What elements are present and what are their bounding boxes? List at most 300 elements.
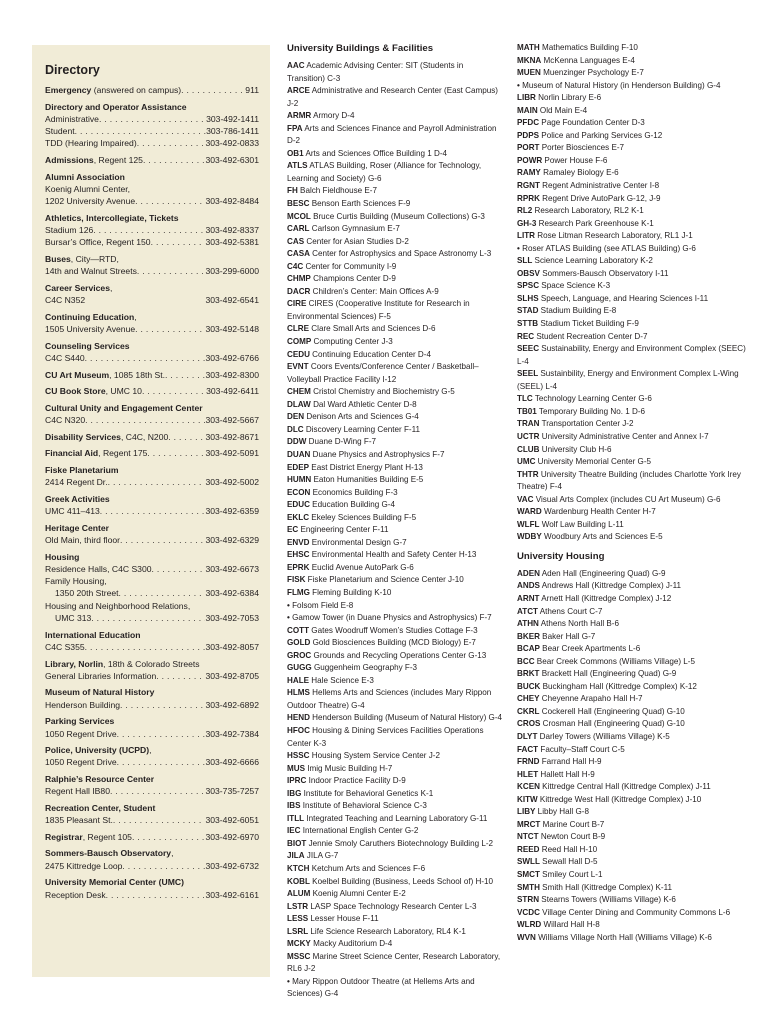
building-code: ATHN — [517, 619, 539, 629]
building-item — [287, 411, 503, 424]
building-code: UCTR — [517, 431, 540, 441]
directory-line — [45, 802, 259, 814]
building-name: Continuing Education Center D-4 — [309, 349, 431, 359]
housing-item — [517, 769, 749, 782]
building-item — [287, 323, 503, 336]
building-name: East District Energy Plant H-13 — [309, 462, 423, 472]
building-code: ATLS — [287, 161, 308, 171]
building-item — [517, 406, 749, 419]
building-code: CARL — [287, 224, 310, 234]
building-item — [517, 393, 749, 406]
housing-list — [517, 568, 749, 944]
building-code: PORT — [517, 143, 540, 153]
building-name: Institute of Behavioral Science C-3 — [300, 801, 427, 811]
directory-line — [45, 889, 259, 901]
directory-label: Registrar, Regent 105 — [45, 831, 132, 842]
building-code: EKLC — [287, 512, 310, 522]
building-name: Life Science Research Laboratory, RL4 K-1 — [308, 926, 466, 936]
building-name: Research Laboratory, RL2 K-1 — [532, 206, 644, 216]
building-name: Carlson Gymnasium E-7 — [309, 224, 400, 234]
building-name: Folsom Field E-8 — [289, 600, 354, 610]
dot-leader — [85, 352, 206, 364]
building-code: HSSC — [287, 751, 310, 761]
housing-item — [517, 731, 749, 744]
building-name: Center for Astrophysics and Space Astronomy L-3 — [309, 249, 492, 259]
building-item — [517, 469, 749, 494]
building-code: WVN — [517, 932, 536, 942]
building-code: KOBL — [287, 876, 310, 886]
building-item — [287, 838, 503, 851]
directory-line — [45, 641, 259, 653]
building-code: CROS — [517, 719, 541, 729]
directory-label: Library, Norlin, 18th & Colorado Streets — [45, 658, 200, 669]
directory-label: Housing and Neighborhood Relations, — [45, 600, 191, 611]
directory-entry — [45, 340, 259, 365]
housing-item — [517, 631, 749, 644]
directory-list — [45, 84, 259, 901]
dot-leader — [168, 431, 205, 443]
directory-label: 1050 Regent Drive — [45, 728, 117, 739]
directory-phone: 303-492-6673 — [205, 563, 259, 574]
directory-entry — [45, 84, 259, 96]
directory-phone: 303-492-6301 — [205, 155, 259, 166]
building-code: BRKT — [517, 669, 540, 679]
directory-label: C4C S355 — [45, 641, 85, 652]
building-item — [517, 368, 749, 393]
building-item — [287, 474, 503, 487]
building-code: IBG — [287, 788, 302, 798]
directory-label: General Libraries Information — [45, 670, 157, 681]
dot-leader — [117, 756, 206, 768]
building-item — [517, 105, 749, 118]
directory-label: C4C N320 — [45, 415, 86, 426]
directory-line — [45, 756, 259, 768]
dot-leader — [137, 137, 206, 149]
building-name: Ekeley Sciences Building F-5 — [309, 512, 417, 522]
building-code: POWR — [517, 155, 543, 165]
building-item — [517, 444, 749, 457]
building-name: Village Center Dining and Community Commons L-6 — [539, 907, 731, 917]
building-code: VAC — [517, 494, 534, 504]
building-item — [287, 888, 503, 901]
building-name: Ramaley Biology E-6 — [540, 168, 619, 178]
directory-line — [45, 860, 259, 872]
building-code: EHSC — [287, 550, 310, 560]
building-code: CLUB — [517, 444, 540, 454]
building-code: THTR — [517, 469, 539, 479]
building-name: CIRES (Cooperative Institute for Research in Environmental Sciences) F-5 — [287, 299, 470, 321]
building-code: HUMN — [287, 475, 312, 485]
building-name: Ketchum Arts and Sciences F-6 — [309, 864, 426, 873]
housing-item — [517, 643, 749, 656]
directory-label: Regent Hall IB80 — [45, 786, 110, 797]
building-name: Center for Asian Studies D-2 — [304, 236, 409, 246]
directory-line — [45, 137, 259, 149]
building-name: Grounds and Recycling Operations Center G-13 — [311, 650, 487, 660]
building-name: JILA G-7 — [304, 851, 339, 861]
building-item — [287, 436, 503, 449]
directory-line — [45, 224, 259, 236]
building-name: Administrative and Research Center (East Campus) J-2 — [287, 86, 498, 108]
building-item — [287, 687, 503, 712]
building-item — [287, 286, 503, 299]
building-code: CLRE — [287, 324, 310, 334]
building-code: RAMY — [517, 168, 541, 178]
building-name: Newton Court B-9 — [538, 832, 606, 842]
building-code: REC — [517, 331, 535, 341]
building-name: University Memorial Center G-5 — [535, 457, 652, 467]
building-name: Gamow Tower (in Duane Physics and Astrophysics) F-7 — [289, 613, 492, 623]
building-name: Kittredge West Hall (Kittredge Complex) J-10 — [537, 794, 702, 804]
building-name: University Theatre Building (includes Charlotte York Irey Theatre) F-4 — [517, 469, 741, 492]
building-item — [517, 280, 749, 293]
building-code: VCDC — [517, 907, 540, 917]
building-code: SLL — [517, 256, 533, 266]
building-code: ANDS — [517, 581, 540, 591]
building-name: Woodbury Arts and Sciences E-5 — [541, 532, 663, 542]
building-name: Marine Street Science Center, Research Laboratory, RL6 J-2 — [287, 951, 501, 974]
building-name: Cheyenne Arapaho Hall H-7 — [539, 694, 643, 704]
building-name: Environmental Health and Safety Center H-13 — [309, 550, 477, 560]
building-item — [287, 750, 503, 763]
building-item — [517, 318, 749, 331]
housing-item — [517, 907, 749, 920]
directory-phone: 303-492-6541 — [205, 295, 259, 306]
directory-label: Counseling Services — [45, 340, 130, 351]
building-name: Old Main E-4 — [537, 105, 588, 115]
building-item — [287, 587, 503, 600]
building-item — [287, 336, 503, 349]
building-item — [287, 951, 503, 976]
dot-leader — [113, 814, 206, 826]
building-code: LSRL — [287, 926, 309, 936]
building-code: FRND — [517, 757, 540, 767]
directory-line — [45, 171, 259, 183]
building-item — [287, 462, 503, 475]
building-name: Mary Rippon Outdoor Theatre (at Hellems Arts and Sciences) G-4 — [287, 976, 475, 999]
building-code: ADEN — [517, 568, 540, 578]
building-name: Macky Auditorium D-4 — [310, 939, 393, 949]
building-name: Sustainability, Energy and Environment Complex (SEEC) L-4 — [517, 344, 746, 366]
directory-entry — [45, 802, 259, 827]
dot-leader — [110, 785, 205, 797]
building-item — [287, 160, 503, 185]
directory-label: Alumni Association — [45, 171, 125, 182]
building-code: RL2 — [517, 206, 533, 216]
dot-leader — [165, 369, 205, 381]
building-code: PDPS — [517, 130, 540, 140]
building-name: LASP Space Technology Research Center L-3 — [308, 901, 477, 911]
building-code: BUCK — [517, 681, 541, 691]
building-item — [517, 431, 749, 444]
building-item — [287, 913, 503, 926]
building-name: Speech, Language, and Hearing Sciences I-11 — [538, 293, 709, 303]
building-name: Koenig Alumni Center E-2 — [310, 889, 406, 899]
directory-label: C4C S440 — [45, 353, 85, 364]
housing-item — [517, 580, 749, 593]
directory-phone: 303-492-5148 — [205, 324, 259, 335]
building-item — [517, 519, 749, 532]
building-name: Cockerell Hall (Engineering Quad) G-10 — [539, 706, 685, 716]
building-name: Champions Center D-9 — [310, 274, 396, 284]
building-code: SLHS — [517, 293, 539, 303]
directory-line — [45, 282, 259, 294]
directory-entry — [45, 154, 259, 166]
building-name: Housing System Service Center J-2 — [309, 751, 440, 761]
building-name: Bear Creek Commons (Williams Village) L-5 — [534, 656, 695, 666]
building-code: GOLD — [287, 638, 311, 648]
building-code: AAC — [287, 61, 305, 70]
building-name: Farrand Hall H-9 — [539, 757, 602, 767]
building-name: Clare Small Arts and Sciences D-6 — [309, 324, 436, 334]
building-name: Transportation Center J-2 — [539, 419, 634, 429]
directory-entry — [45, 464, 259, 489]
housing-item — [517, 894, 749, 907]
buildings-column-1 — [287, 42, 503, 1001]
directory-entry — [45, 212, 259, 249]
directory-line — [45, 195, 259, 207]
building-code: OBSV — [517, 268, 540, 278]
directory-line — [45, 101, 259, 113]
building-name: Arts and Sciences Finance and Payroll Administration D-2 — [287, 123, 497, 146]
building-name: Hale Science E-3 — [309, 675, 374, 685]
directory-entry — [45, 447, 259, 459]
building-code: GH-3 — [517, 218, 537, 228]
building-code: WDBY — [517, 532, 542, 542]
building-item — [287, 449, 503, 462]
housing-item — [517, 756, 749, 769]
building-code: KITW — [517, 794, 538, 804]
building-name: Temporary Building No. 1 D-6 — [536, 406, 646, 416]
building-name: Police and Parking Services G-12 — [539, 130, 663, 140]
dot-leader — [85, 414, 205, 426]
building-name: Athens North Hall B-6 — [538, 619, 619, 629]
building-code: IBS — [287, 801, 301, 811]
directory-label: Career Services, — [45, 282, 113, 293]
building-code: STAD — [517, 306, 539, 316]
building-item — [287, 650, 503, 663]
dot-leader — [117, 728, 206, 740]
buildings-list-1 — [287, 60, 503, 1001]
building-item — [517, 55, 749, 68]
directory-label: Housing — [45, 551, 80, 562]
directory-entry — [45, 715, 259, 740]
building-code: • — [287, 600, 290, 610]
dot-leader — [119, 587, 206, 599]
building-item — [517, 343, 749, 368]
building-name: McKenna Languages E-4 — [541, 55, 635, 65]
directory-label: Old Main, third floor — [45, 534, 120, 545]
directory-label: Admissions, Regent 125 — [45, 155, 143, 166]
building-code: STTB — [517, 319, 539, 329]
dot-leader — [120, 534, 205, 546]
building-code: COTT — [287, 625, 310, 635]
building-code: CASA — [287, 249, 310, 259]
building-code: DLYT — [517, 731, 538, 741]
building-code: SWLL — [517, 857, 540, 867]
directory-line — [45, 575, 259, 587]
directory-phone: 303-492-7384 — [205, 728, 259, 739]
housing-item — [517, 568, 749, 581]
building-item — [287, 788, 503, 801]
directory-phone: 303-492-8337 — [205, 225, 259, 236]
building-item — [287, 938, 503, 951]
building-code: • — [287, 976, 290, 986]
directory-phone: 303-492-6892 — [205, 699, 259, 710]
building-name: Marine Court B-7 — [540, 819, 605, 829]
directory-line — [45, 253, 259, 265]
building-item — [287, 600, 503, 613]
building-code: STRN — [517, 895, 540, 905]
building-code: LSTR — [287, 901, 309, 911]
directory-label: Recreation Center, Student — [45, 802, 156, 813]
housing-item — [517, 819, 749, 832]
directory-line — [45, 476, 259, 488]
building-item — [287, 386, 503, 399]
buildings-column-2 — [517, 42, 749, 944]
directory-line — [45, 814, 259, 826]
directory-phone: 303-492-6666 — [205, 757, 259, 768]
building-name: Roser ATLAS Building (see ATLAS Building) G-6 — [519, 243, 696, 253]
housing-item — [517, 706, 749, 719]
building-code: RPRK — [517, 193, 540, 203]
building-item — [287, 537, 503, 550]
directory-entry — [45, 171, 259, 208]
dot-leader — [135, 323, 205, 335]
directory-entry — [45, 431, 259, 443]
building-code: MRCT — [517, 819, 541, 829]
directory-label: Greek Activities — [45, 493, 110, 504]
directory-line — [45, 447, 259, 459]
directory-label: Financial Aid, Regent 175 — [45, 448, 148, 459]
dot-leader — [85, 641, 206, 653]
building-item — [287, 399, 503, 412]
building-item — [287, 876, 503, 889]
building-item — [287, 236, 503, 249]
building-name: Guggenheim Geography F-3 — [311, 663, 418, 673]
building-code: ALUM — [287, 889, 311, 899]
building-name: Institute for Behavioral Genetics K-1 — [301, 788, 434, 798]
building-name: Dal Ward Athletic Center D-8 — [310, 399, 417, 409]
building-code: EDEP — [287, 462, 310, 472]
building-code: LESS — [287, 914, 309, 924]
building-name: Sustainbility, Energy and Environment Complex L-Wing (SEEL) L-4 — [517, 369, 739, 391]
directory-line — [45, 686, 259, 698]
directory-phone: 303-492-8057 — [205, 641, 259, 652]
directory-label: 2414 Regent Dr. — [45, 477, 108, 488]
building-code: TRAN — [517, 419, 540, 429]
building-item — [517, 531, 749, 544]
building-item — [517, 305, 749, 318]
building-item — [517, 205, 749, 218]
building-item — [287, 185, 503, 198]
directory-label: 1050 Regent Drive — [45, 757, 117, 768]
building-item — [287, 349, 503, 362]
building-name: Brackett Hall (Engineering Quad) G-9 — [539, 669, 677, 679]
directory-label: Sommers-Bausch Observatory, — [45, 848, 174, 859]
building-name: Gates Woodruff Women’s Studies Cottage F-3 — [309, 625, 478, 635]
building-item — [517, 155, 749, 168]
building-item — [287, 273, 503, 286]
directory-label: 1202 University Avenue — [45, 196, 136, 207]
building-name: Space Science K-3 — [539, 281, 611, 291]
directory-line — [45, 658, 259, 670]
directory-phone: 303-492-6384 — [205, 588, 259, 599]
building-name: Norlin Library E-6 — [535, 93, 602, 103]
directory-phone: 303-492-1411 — [206, 113, 259, 124]
building-code: HEND — [287, 713, 310, 723]
directory-line — [45, 563, 259, 575]
directory-entry — [45, 402, 259, 427]
building-code: MATH — [517, 43, 540, 52]
directory-line — [45, 773, 259, 785]
building-code: OB1 — [287, 148, 304, 158]
directory-label: Parking Services — [45, 716, 115, 727]
building-code: DACR — [287, 286, 311, 296]
directory-phone: 911 — [245, 85, 259, 95]
building-name: Arts and Sciences Office Building 1 D-4 — [303, 148, 448, 158]
building-code: DEN — [287, 412, 305, 422]
dot-leader — [100, 505, 206, 517]
directory-line — [45, 265, 259, 277]
building-code: ITLL — [287, 813, 305, 823]
housing-heading: University Housing — [517, 550, 605, 562]
building-item — [287, 863, 503, 876]
building-code: HFOC — [287, 725, 310, 735]
building-name: Sewall Hall D-5 — [539, 857, 598, 867]
housing-item — [517, 718, 749, 731]
building-code: CHEY — [517, 694, 540, 704]
building-item — [517, 293, 749, 306]
building-name: Benson Earth Sciences F-9 — [309, 199, 411, 209]
directory-line — [45, 551, 259, 563]
building-item — [517, 255, 749, 268]
building-code: EPRK — [287, 562, 310, 572]
buildings-heading: University Buildings & Facilities — [287, 43, 434, 54]
directory-entry — [45, 658, 259, 683]
directory-line — [45, 522, 259, 534]
building-name: Research Park Greenhouse K-1 — [536, 218, 654, 228]
directory-phone: 303-492-6411 — [206, 386, 259, 397]
directory-line — [45, 464, 259, 476]
directory-line — [45, 612, 259, 624]
directory-line — [45, 183, 259, 195]
building-name: Environmental Design G-7 — [309, 537, 407, 547]
directory-line — [45, 728, 259, 740]
directory-line — [45, 385, 259, 397]
directory-line — [45, 493, 259, 505]
dot-leader — [122, 860, 205, 872]
building-code: LIBR — [517, 93, 536, 103]
building-code: IPRC — [287, 776, 307, 786]
building-code: ARCE — [287, 86, 310, 96]
building-name: Balch Fieldhouse E-7 — [297, 186, 377, 196]
building-name: Wolf Law Building L-11 — [539, 519, 624, 529]
directory-label: Administrative — [45, 113, 99, 124]
housing-item — [517, 781, 749, 794]
directory-phone: 303-492-8300 — [205, 369, 259, 380]
building-code: CAS — [287, 236, 305, 246]
building-name: Darley Towers (Williams Village) K-5 — [537, 731, 670, 741]
directory-label: UMC 411–413 — [45, 506, 100, 517]
building-code: DLAW — [287, 399, 311, 409]
building-item — [517, 230, 749, 243]
directory-label: Ralphie’s Resource Center — [45, 774, 155, 785]
building-code: HLMS — [287, 688, 310, 698]
directory-label: 14th and Walnut Streets — [45, 266, 137, 277]
building-name: Wardenburg Health Center H-7 — [541, 507, 656, 517]
building-item — [287, 361, 503, 386]
